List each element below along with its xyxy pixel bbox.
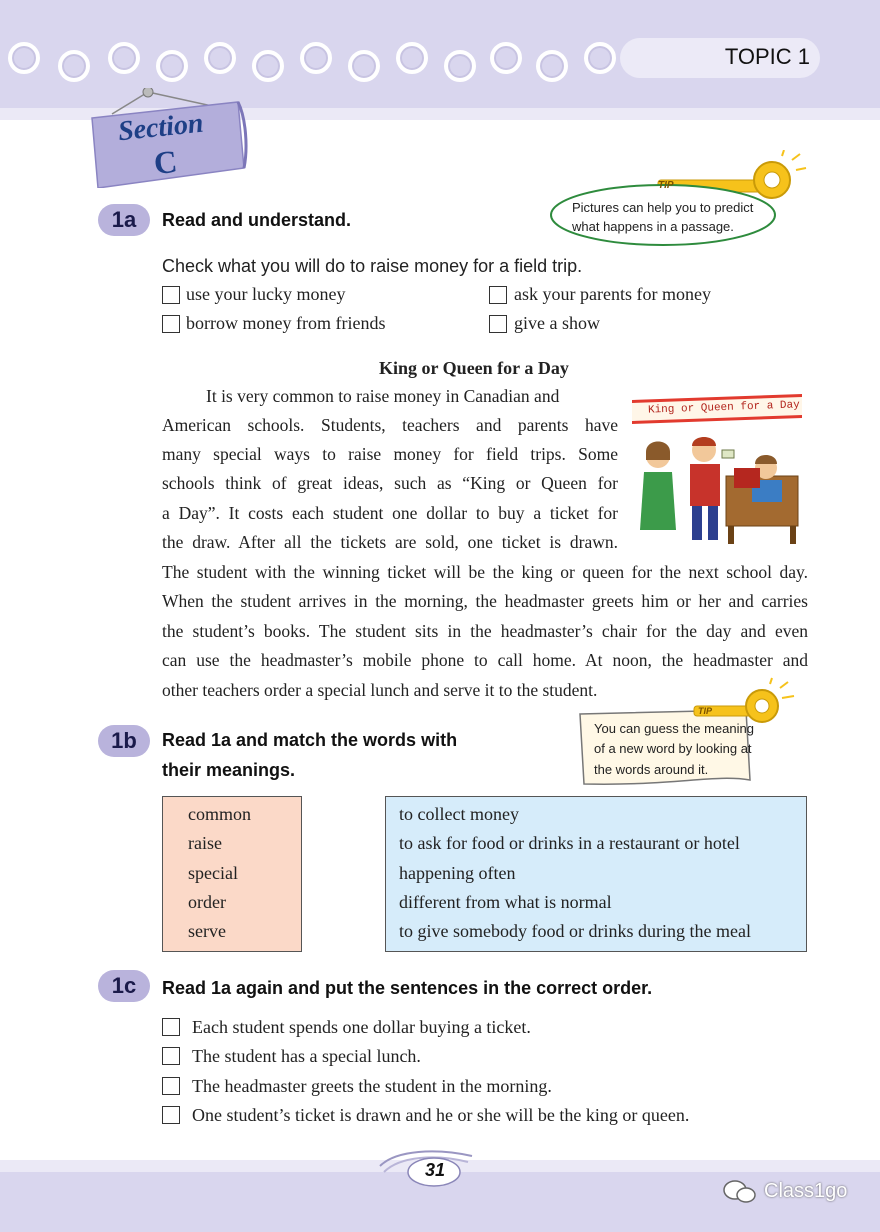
heading-1a: Read and understand.	[162, 210, 352, 230]
badge-1c: 1c	[98, 970, 150, 1002]
word-item: raise	[188, 833, 222, 853]
order-checkbox-4[interactable]	[162, 1106, 180, 1124]
instruction-1a: Check what you will do to raise money for a field trip.	[162, 256, 583, 276]
tip-key-1	[548, 150, 808, 250]
watermark	[722, 1178, 862, 1208]
topic-label: TOPIC 1	[724, 44, 810, 69]
badge-1a: 1a	[98, 204, 150, 236]
option-label-1: use your lucky money	[186, 284, 346, 304]
section-letter: C	[152, 142, 179, 182]
order-sentence-2: The student has a special lunch.	[192, 1046, 421, 1066]
page-number-swoosh	[376, 1146, 476, 1190]
passage-line: schools think of great ideas, such as “King or Queen for	[162, 473, 618, 493]
word-item: order	[188, 892, 226, 912]
tip-key-2	[574, 676, 798, 792]
word-item: special	[188, 863, 238, 883]
passage-line: It is very common to raise money in Canadian and	[206, 386, 560, 406]
meaning-item: different from what is normal	[399, 892, 612, 912]
word-item: serve	[188, 921, 226, 941]
chat-bubble-icon	[722, 1178, 758, 1206]
tip-text-2b: of a new word by looking at	[594, 741, 752, 756]
tip-text-1a: Pictures can help you to predict	[572, 200, 754, 215]
order-sentence-4: One student’s ticket is drawn and he or she will be the king or queen.	[192, 1105, 690, 1125]
binder-rings	[0, 40, 620, 80]
option-label-2: ask your parents for money	[514, 284, 711, 304]
heading-1b-line2: their meanings.	[162, 760, 296, 780]
passage-line: can use the headmaster’s mobile phone to call home. At noon, the headmaster and	[162, 650, 808, 670]
illustration-king-queen	[630, 390, 804, 546]
order-checkbox-3[interactable]	[162, 1077, 180, 1095]
option-checkbox-4[interactable]	[489, 315, 507, 333]
option-checkbox-2[interactable]	[489, 286, 507, 304]
meaning-item: to collect money	[399, 804, 519, 824]
passage-line: a Day”. It costs each student one dollar to buy a ticket for	[162, 503, 618, 523]
tip-text-1b: what happens in a passage.	[572, 219, 734, 234]
heading-1b-line1: Read 1a and match the words with	[162, 730, 458, 750]
passage-line: American schools. Students, teachers and parents have	[162, 415, 618, 435]
option-label-3: borrow money from friends	[186, 313, 386, 333]
passage-line: When the student arrives in the morning, the headmaster greets him or her and carries	[162, 591, 808, 611]
passage-line: other teachers order a special lunch and serve it to the student.	[162, 680, 598, 700]
meaning-item: to give somebody food or drinks during the meal	[399, 921, 751, 941]
watermark-text: Class1go	[764, 1180, 848, 1202]
heading-1c: Read 1a again and put the sentences in the correct order.	[162, 978, 653, 998]
tip-label-1: TIP	[658, 180, 674, 191]
passage-line: many special ways to raise money for field trips. Some	[162, 444, 618, 464]
word-item: common	[188, 804, 251, 824]
order-checkbox-1[interactable]	[162, 1018, 180, 1036]
page-number: 31	[424, 1160, 446, 1180]
order-sentence-3: The headmaster greets the student in the morning.	[192, 1076, 552, 1096]
order-sentence-1: Each student spends one dollar buying a ticket.	[192, 1017, 531, 1037]
passage-title: King or Queen for a Day	[379, 358, 569, 378]
tip-text-2a: You can guess the meaning	[594, 721, 754, 736]
option-checkbox-1[interactable]	[162, 286, 180, 304]
section-sign	[88, 88, 248, 188]
badge-1b: 1b	[98, 725, 150, 757]
tip-text-2c: the words around it.	[594, 762, 709, 777]
tip-label-2: TIP	[698, 706, 713, 716]
passage-line: the student’s books. The student sits in the headmaster’s chair for the day and even	[162, 621, 808, 641]
option-checkbox-3[interactable]	[162, 315, 180, 333]
illustration-banner-text: King or Queen for a Day	[647, 399, 800, 417]
option-label-4: give a show	[514, 313, 600, 333]
passage-line: the draw. After all the tickets are sold, one ticket is drawn.	[162, 532, 618, 552]
section-word: Section	[116, 107, 205, 148]
passage-line: The student with the winning ticket will be the king or queen for the next school day.	[162, 562, 808, 582]
order-checkbox-2[interactable]	[162, 1047, 180, 1065]
meaning-item: happening often	[399, 863, 516, 883]
meaning-item: to ask for food or drinks in a restaurant or hotel	[399, 833, 740, 853]
